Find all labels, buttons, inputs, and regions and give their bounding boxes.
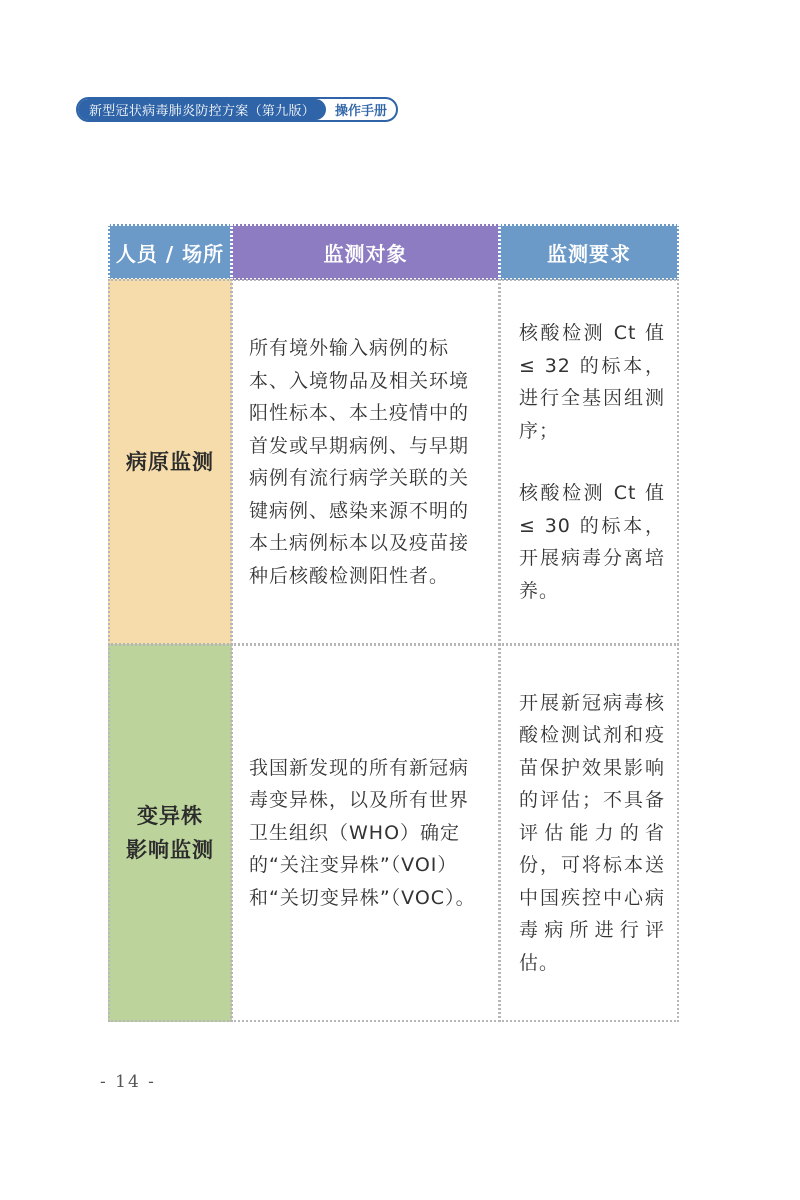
page-number: - 14 - xyxy=(100,1072,156,1092)
variant-monitoring-object xyxy=(231,644,500,1022)
row-label-variant-impact-monitoring xyxy=(108,644,232,1022)
row-label-pathogen-monitoring xyxy=(108,279,232,645)
row-label-line: 影响监测 xyxy=(126,838,214,862)
object-text: 所有境外输入病例的标本、入境物品及相关环境阳性标本、本土疫情中的首发或早期病例、与早期病例有流行病学关联的关键病例、感染来源不明的本土病例标本以及疫苗接种后核酸检测阳性者。 xyxy=(249,337,470,587)
requirement-text: 核酸检测 Ct 值≤ 32 的标本，进行全基因组测序； xyxy=(519,322,665,442)
monitoring-table xyxy=(109,225,679,1022)
variant-monitoring-requirements xyxy=(499,644,679,1022)
column-header-personnel: 人员 / 场所 xyxy=(108,224,232,280)
document-subtitle: 操作手册 xyxy=(334,104,387,119)
requirement-text: 开展新冠病毒核酸检测试剂和疫苗保护效果影响的评估；不具备评估能力的省份，可将标本送中国疾控中心病毒病所进行评估。 xyxy=(519,691,665,974)
row-label-text: 病原监测 xyxy=(126,450,214,474)
object-text: 我国新发现的所有新冠病毒变异株，以及所有世界卫生组织（WHO）确定的“关注变异株”（VOI）和“关切变异株”（VOC）。 xyxy=(249,756,476,909)
header-banner xyxy=(76,97,398,122)
pathogen-monitoring-requirements xyxy=(499,279,679,645)
row-label-text xyxy=(126,799,214,867)
column-header-monitoring-requirement: 监测要求 xyxy=(499,224,679,280)
document-title: 新型冠状病毒肺炎防控方案（第九版） xyxy=(78,99,326,120)
requirement-text: 核酸检测 Ct 值≤ 30 的标本，开展病毒分离培养。 xyxy=(519,482,665,602)
row-label-line: 变异株 xyxy=(137,804,203,828)
pathogen-monitoring-object xyxy=(231,279,500,645)
column-header-monitoring-object: 监测对象 xyxy=(231,224,500,280)
